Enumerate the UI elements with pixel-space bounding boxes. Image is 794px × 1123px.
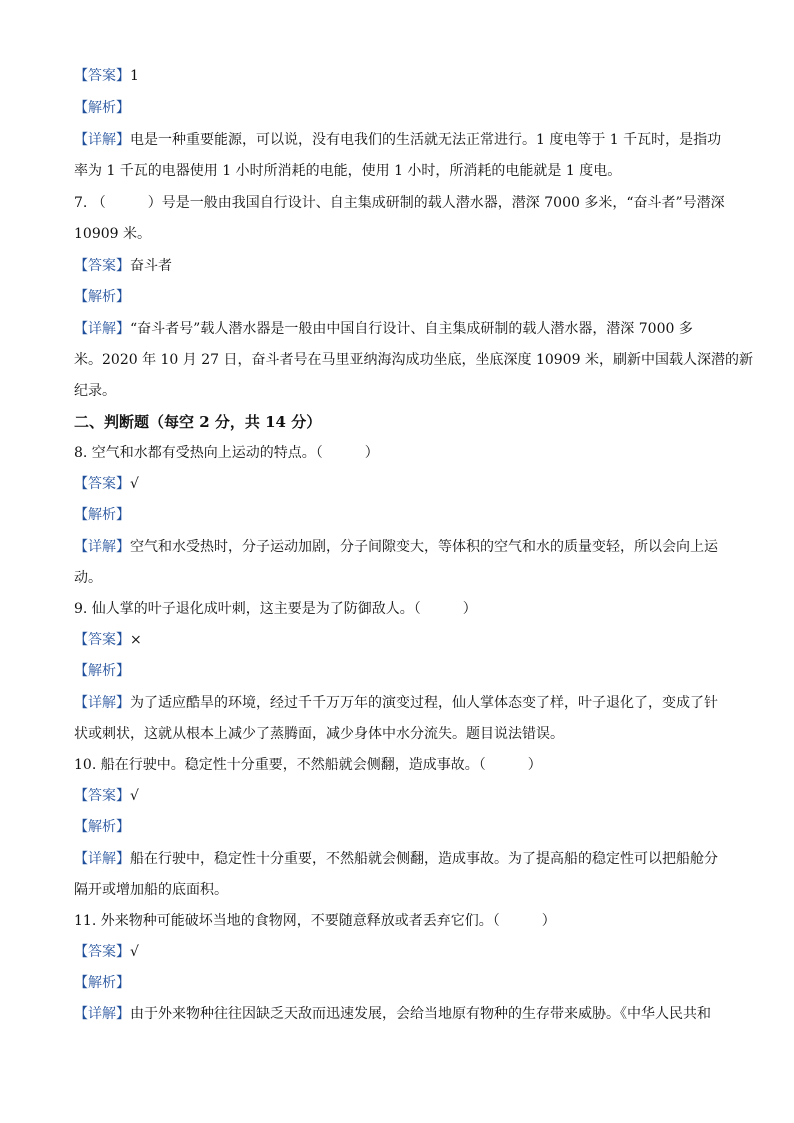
q11-question-text: 11. 外来物种可能破坏当地的食物网，不要随意释放或者丢弃它们。（ ） [74,913,556,929]
answer-tag: 【答案】 [74,944,130,960]
q9-question-text: 9. 仙人掌的叶子退化成叶刺，这主要是为了防御敌人。（ ） [74,601,477,617]
q10-detail-text: 船在行驶中，稳定性十分重要，不然船就会侧翻，造成事故。为了提高船的稳定性可以把船舱分 [130,851,718,867]
q8-question-line [74,443,379,463]
q11-detail-line-1 [74,1004,711,1024]
q7-question-line-1 [74,193,725,213]
q10-answer-line [74,786,139,806]
q8-detail-text: 空气和水受热时，分子运动加剧，分子间隙变大，等体积的空气和水的质量变轻，所以会向上运 [130,539,718,555]
q9-question-line [74,599,477,619]
q7-answer: 奋斗者 [130,258,172,274]
analysis-tag: 【解析】 [74,100,130,116]
detail-tag: 【详解】 [74,695,130,711]
analysis-tag: 【解析】 [74,975,130,991]
answer-tag: 【答案】 [74,476,130,492]
q7-question-text: 10909 米。 [74,226,151,242]
detail-tag: 【详解】 [74,321,130,337]
section-title: 二、判断题（每空 2 分，共 14 分） [74,413,322,431]
q7-detail-text: 纪录。 [74,383,116,399]
answer-tag: 【答案】 [74,632,130,648]
q6-answer: 1 [130,68,139,84]
q7-answer-line [74,256,172,276]
answer-tag: 【答案】 [74,258,130,274]
q11-analysis-line [74,973,130,993]
q6-detail-line-1 [74,130,721,150]
answer-tag: 【答案】 [74,788,130,804]
analysis-tag: 【解析】 [74,507,130,523]
q10-question-text: 10. 船在行驶中。稳定性十分重要，不然船就会侧翻，造成事故。（ ） [74,757,542,773]
q11-answer-line [74,942,139,962]
q11-answer: √ [130,944,139,960]
q8-analysis-line [74,505,130,525]
analysis-tag: 【解析】 [74,663,130,679]
detail-tag: 【详解】 [74,1006,130,1022]
q7-question-text: 7. （ ）号是一般由我国自行设计、自主集成研制的载人潜水器，潜深 7000 多米，“奋斗者”号潜深 [74,195,725,211]
q10-analysis-line [74,817,130,837]
q11-detail-text: 由于外来物种往往因缺乏天敌而迅速发展，会给当地原有物种的生存带来威胁。《中华人民共和 [130,1006,711,1022]
answer-tag: 【答案】 [74,68,130,84]
q9-answer-line [74,630,142,650]
q6-analysis-line [74,98,130,118]
q6-detail-text: 电是一种重要能源，可以说，没有电我们的生活就无法正常进行。1 度电等于 1 千瓦时，是指功 [130,132,722,148]
q9-answer: × [130,632,142,648]
q9-detail-line-1 [74,693,718,713]
q7-detail-line-1 [74,319,693,339]
q9-detail-text: 为了适应酷旱的环境，经过千千万万年的演变过程，仙人掌体态变了样，叶子退化了，变成了针 [130,695,718,711]
q10-detail-line-1 [74,849,718,869]
q7-detail-line-2 [74,350,753,370]
q8-detail-line-2 [74,568,102,588]
q10-detail-line-2 [74,880,228,900]
q6-answer-line [74,66,139,86]
q9-detail-text: 状或刺状，这就从根本上减少了蒸腾面，减少身体中水分流失。题目说法错误。 [74,726,564,742]
q8-question-text: 8. 空气和水都有受热向上运动的特点。（ ） [74,445,379,461]
q8-answer-line [74,474,139,494]
detail-tag: 【详解】 [74,851,130,867]
analysis-tag: 【解析】 [74,289,130,305]
detail-tag: 【详解】 [74,132,130,148]
q6-detail-text: 率为 1 千瓦的电器使用 1 小时所消耗的电能，使用 1 小时，所消耗的电能就是 1 度电。 [74,163,622,179]
q6-detail-line-2 [74,161,621,181]
q7-analysis-line [74,287,130,307]
q10-question-line [74,755,542,775]
q7-detail-text: 米。2020 年 10 月 27 日，奋斗者号在马里亚纳海沟成功坐底，坐底深度 10909 米，刷新中国载人深潜的新 [74,352,753,368]
q8-answer: √ [130,476,139,492]
detail-tag: 【详解】 [74,539,130,555]
q10-answer: √ [130,788,139,804]
analysis-tag: 【解析】 [74,819,130,835]
q8-detail-text: 动。 [74,570,102,586]
q8-detail-line-1 [74,537,718,557]
q7-question-line-2 [74,224,151,244]
q7-detail-line-3 [74,381,116,401]
q11-question-line [74,911,556,931]
q10-detail-text: 隔开或增加船的底面积。 [74,882,228,898]
q9-analysis-line [74,661,130,681]
q7-detail-text: “奋斗者号”载人潜水器是一般由中国自行设计、自主集成研制的载人潜水器，潜深 7000 多 [130,321,693,337]
q9-detail-line-2 [74,724,564,744]
